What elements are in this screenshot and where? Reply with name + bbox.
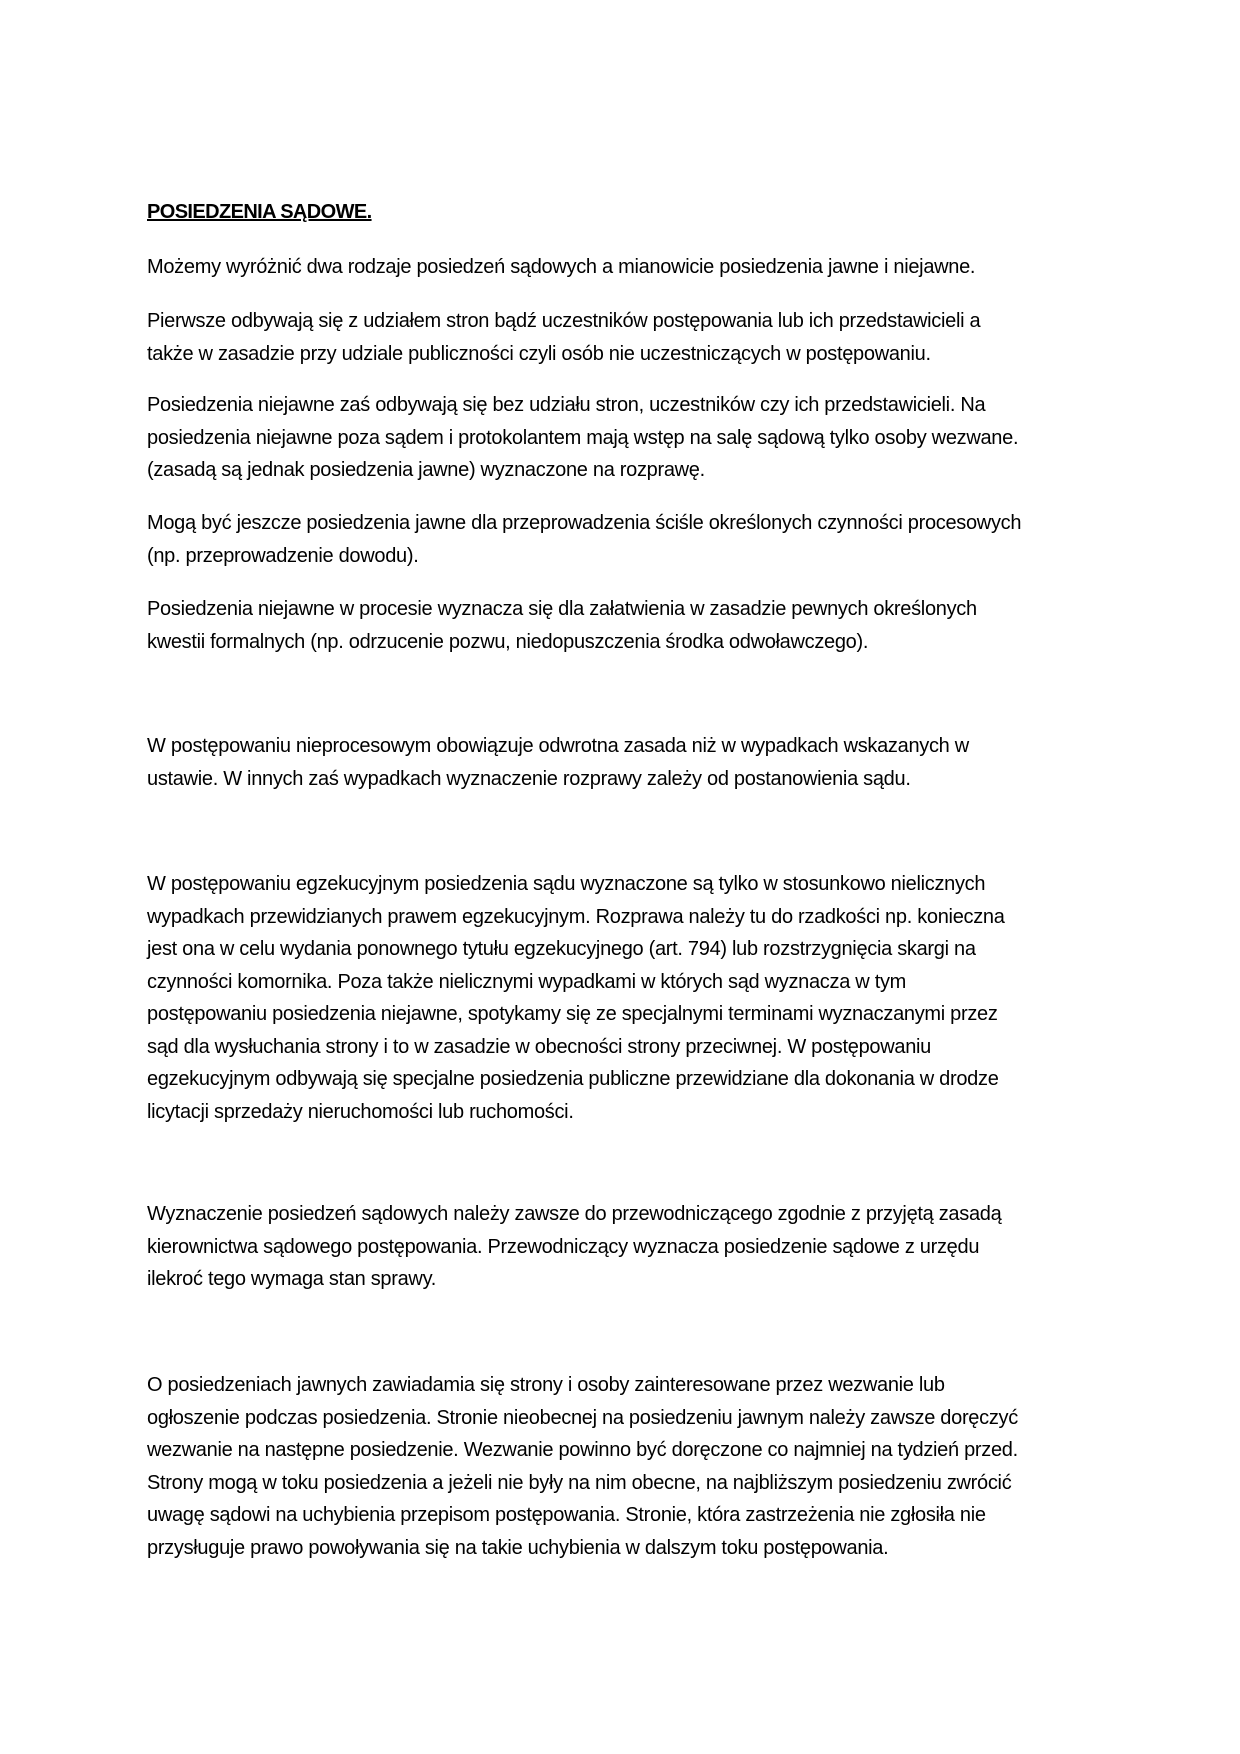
paragraph <box>147 389 1018 487</box>
paragraph <box>147 1198 1001 1296</box>
text-line: czynności komornika. Poza także nielicznymi wypadkami w których sąd wyznacza w tym <box>147 970 907 993</box>
text-line: sąd dla wysłuchania strony i to w zasadzie w obecności strony przeciwnej. W postępowaniu <box>147 1035 931 1058</box>
text-line: kwestii formalnych (np. odrzucenie pozwu, niedopuszczenia środka odwoławczego). <box>147 630 869 653</box>
text-line: Możemy wyróżnić dwa rodzaje posiedzeń sądowych a mianowicie posiedzenia jawne i niejawne. <box>147 256 976 278</box>
text-line: jest ona w celu wydania ponownego tytułu egzekucyjnego (art. 794) lub rozstrzygnięcia skargi na <box>147 938 976 960</box>
text-line: (zasadą są jednak posiedzenia jawne) wyznaczone na rozprawę. <box>147 459 705 481</box>
text-line: wypadkach przewidzianych prawem egzekucyjnym. Rozprawa należy tu do rzadkości np. konieczna <box>147 905 1005 928</box>
text-line: wezwanie na następne posiedzenie. Wezwanie powinno być doręczone co najmniej na tydzień przed. <box>147 1439 1018 1461</box>
text-line: W postępowaniu egzekucyjnym posiedzenia sądu wyznaczone są tylko w stosunkowo nielicznych <box>147 873 986 895</box>
text-line: W postępowaniu nieprocesowym obowiązuje odwrotna zasada niż w wypadkach wskazanych w <box>147 735 969 757</box>
paragraph <box>147 1369 1018 1564</box>
text-line: przysługuje prawo powoływania się na takie uchybienia w dalszym toku postępowania. <box>147 1536 889 1559</box>
paragraph <box>147 730 969 795</box>
paragraph <box>147 305 980 370</box>
text-line: ustawie. W innych zaś wypadkach wyznaczenie rozprawy zależy od postanowienia sądu. <box>147 767 911 790</box>
text-line: Mogą być jeszcze posiedzenia jawne dla przeprowadzenia ściśle określonych czynności procesowych <box>147 512 1022 534</box>
text-line: kierownictwa sądowego postępowania. Przewodniczący wyznacza posiedzenie sądowe z urzędu <box>147 1235 980 1258</box>
text-line: Wyznaczenie posiedzeń sądowych należy zawsze do przewodniczącego zgodnie z przyjętą zasadą <box>147 1203 1002 1225</box>
text-line: Strony mogą w toku posiedzenia a jeżeli nie były na nim obecne, na najbliższym posiedzeniu zwrócić <box>147 1471 1012 1494</box>
text-line: Pierwsze odbywają się z udziałem stron bądź uczestników postępowania lub ich przedstawicieli a <box>147 310 981 332</box>
text-line: licytacji sprzedaży nieruchomości lub ruchomości. <box>147 1100 574 1123</box>
text-line: ilekroć tego wymaga stan sprawy. <box>147 1268 437 1290</box>
text-line: (np. przeprowadzenie dowodu). <box>147 544 419 567</box>
text-line: Posiedzenia niejawne w procesie wyznacza się dla załatwienia w zasadzie pewnych określonych <box>147 598 977 620</box>
paragraph <box>147 868 1005 1128</box>
paragraph <box>147 593 977 658</box>
text-line: posiedzenia niejawne poza sądem i protokolantem mają wstęp na salę sądową tylko osoby wezwane. <box>147 426 1019 449</box>
text-line: O posiedzeniach jawnych zawiadamia się strony i osoby zainteresowane przez wezwanie lub <box>147 1374 945 1396</box>
text-line: także w zasadzie przy udziale publiczności czyli osób nie uczestniczących w postępowaniu. <box>147 342 931 365</box>
text-line: uwagę sądowi na uchybienia przepisom postępowania. Stronie, która zastrzeżenia nie zgłosiła nie <box>147 1504 986 1526</box>
text-line: ogłoszenie podczas posiedzenia. Stronie nieobecnej na posiedzeniu jawnym należy zawsze doręczyć <box>147 1406 1018 1429</box>
paragraph <box>147 251 975 284</box>
text-line: egzekucyjnym odbywają się specjalne posiedzenia publiczne przewidziane dla dokonania w drodze <box>147 1068 999 1090</box>
text-line: postępowaniu posiedzenia niejawne, spotykamy się ze specjalnymi terminami wyznaczanymi przez <box>147 1003 998 1025</box>
paragraph <box>147 507 1021 572</box>
document-title: POSIEDZENIA SĄDOWE. <box>147 201 372 223</box>
text-line: Posiedzenia niejawne zaś odbywają się bez udziału stron, uczestników czy ich przedstawicieli. Na <box>147 394 986 416</box>
